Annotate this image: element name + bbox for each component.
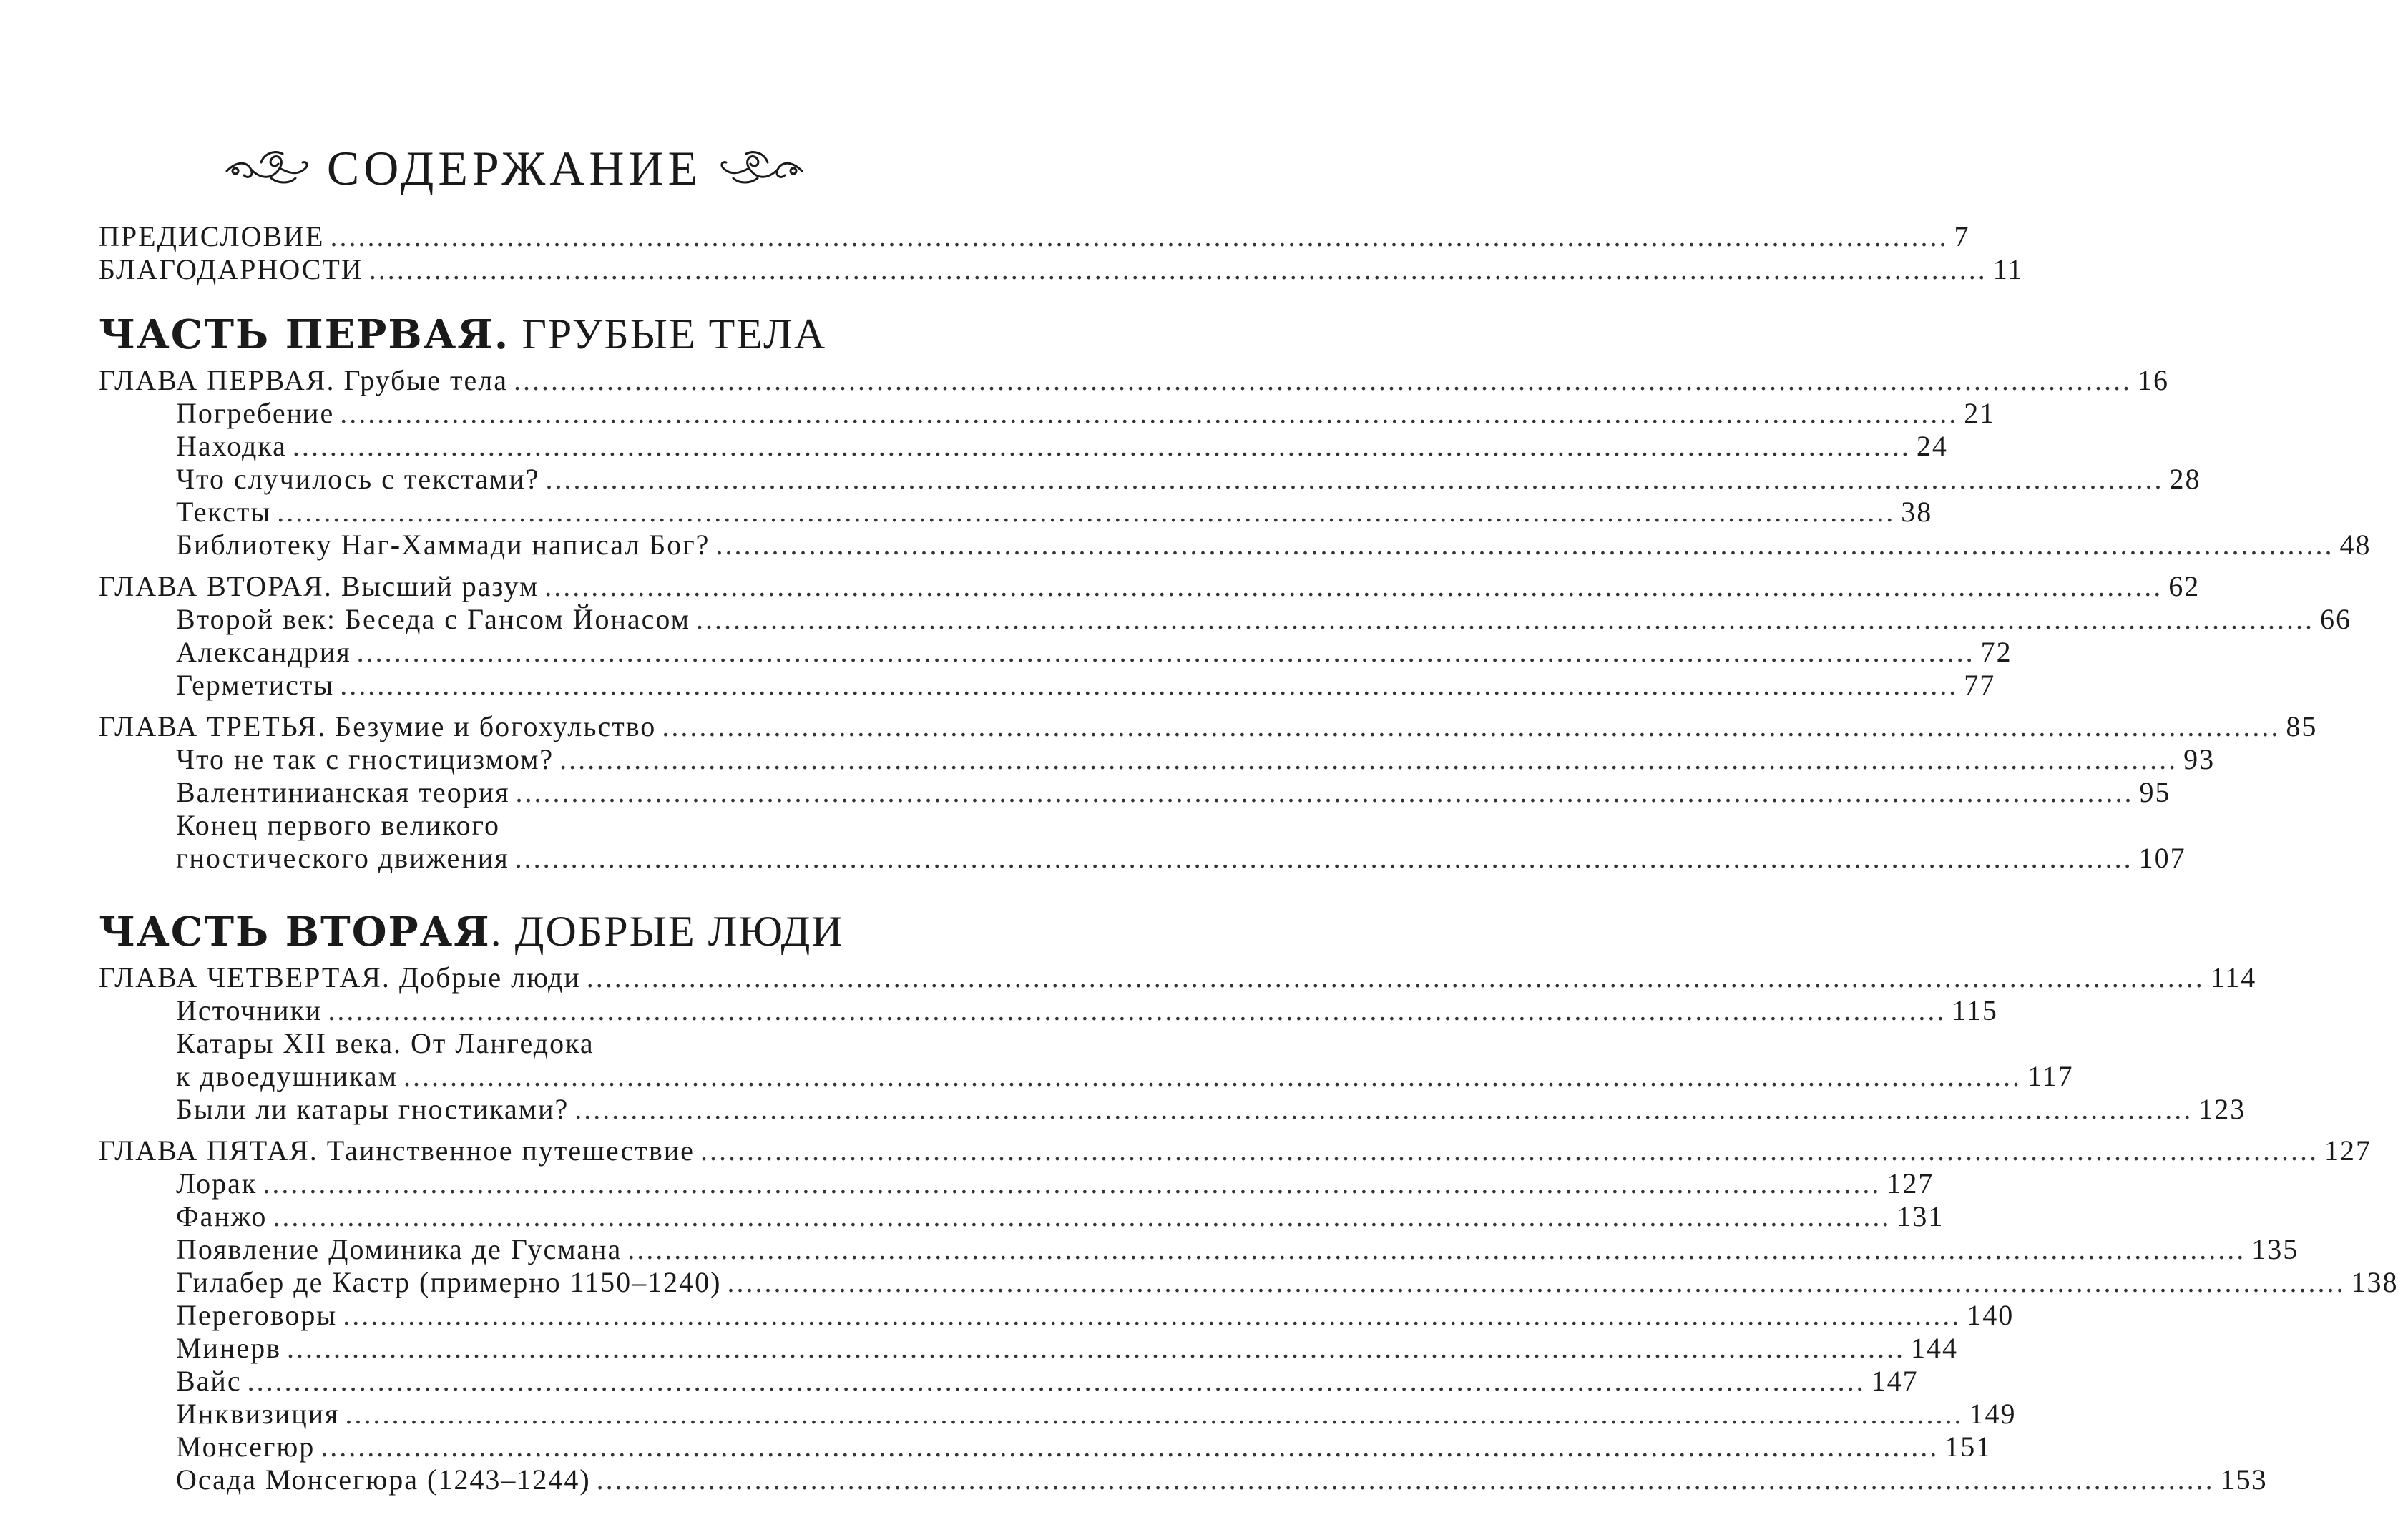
entry-label: Гилабер де Кастр (примерно 1150–1240): [176, 1266, 722, 1298]
chapter-4: [99, 961, 2257, 1126]
toc-entry-section[interactable]: [99, 1266, 2398, 1299]
entry-label: ГЛАВА ТРЕТЬЯ. Безумие и богохульство: [99, 710, 657, 742]
toc-header: [99, 136, 930, 200]
leader-dots: ..............................................................................................................................................................................: [340, 397, 1959, 429]
entry-label: Что не так с гностицизмом?: [176, 743, 554, 775]
entry-page: 115: [1952, 994, 1998, 1026]
entry-label: Второй век: Беседа с Гансом Йонасом: [176, 603, 690, 635]
entry-page: 93: [2183, 743, 2216, 775]
front-matter: [99, 220, 2024, 286]
entry-label: Лорак: [176, 1167, 258, 1200]
toc-entry-section[interactable]: [99, 1332, 1959, 1365]
flourish-ornament-icon: [221, 147, 314, 190]
toc-entry-section[interactable]: [99, 463, 2201, 496]
toc-title: СОДЕРЖАНИЕ: [326, 140, 703, 195]
entry-label: ГЛАВА ПЕРВАЯ. Грубые тела: [99, 364, 508, 396]
leader-dots: ..............................................................................................................................................................................: [277, 496, 1896, 528]
leader-dots: ..............................................................................................................................................................................: [343, 1299, 1962, 1331]
toc-entry-section[interactable]: [99, 1431, 1992, 1463]
leader-dots: ..............................................................................................................................................................................: [368, 253, 1987, 285]
leader-dots: ..............................................................................................................................................................................: [340, 669, 1959, 701]
leader-dots: ..............................................................................................................................................................................: [292, 430, 1911, 462]
toc-entry-section-continuation[interactable]: [99, 842, 2186, 875]
part-spacer: [99, 883, 930, 905]
entry-label: Монсегюр: [176, 1431, 315, 1463]
leader-dots: ..............................................................................................................................................................................: [514, 842, 2133, 874]
leader-dots: ..............................................................................................................................................................................: [403, 1060, 2022, 1092]
entry-page: 38: [1901, 496, 1933, 528]
leader-dots: ..............................................................................................................................................................................: [345, 1398, 1964, 1430]
toc-entry-section[interactable]: [99, 1398, 2017, 1431]
entry-page: 147: [1871, 1365, 1919, 1397]
entry-page: 72: [1980, 636, 2012, 668]
leader-dots: ..............................................................................................................................................................................: [627, 1233, 2246, 1265]
entry-page: 114: [2210, 961, 2257, 994]
entry-page: 138: [2351, 1266, 2398, 1298]
leader-dots: ..............................................................................................................................................................................: [596, 1463, 2215, 1496]
leader-dots: ..............................................................................................................................................................................: [545, 463, 2164, 495]
entry-label: Вайс: [176, 1365, 242, 1397]
entry-page: 117: [2027, 1060, 2074, 1092]
entry-label-continuation: к двоедушникам: [176, 1060, 398, 1092]
entry-label: БЛАГОДАРНОСТИ: [99, 253, 363, 285]
leader-dots: ..............................................................................................................................................................................: [544, 570, 2163, 602]
entry-label: Находка: [176, 430, 287, 462]
leader-dots: ..............................................................................................................................................................................: [574, 1093, 2193, 1125]
leader-dots: ..............................................................................................................................................................................: [328, 994, 1947, 1026]
entry-label: ГЛАВА ПЯТАЯ. Таинственное путешествие: [99, 1134, 695, 1167]
toc-entry-section[interactable]: [99, 1463, 2268, 1496]
leader-dots: ..............................................................................................................................................................................: [695, 603, 2314, 635]
toc-entry-section[interactable]: [99, 397, 1996, 430]
toc-entry-section[interactable]: [99, 603, 2351, 636]
table-of-contents-page: [99, 136, 2398, 1505]
chapter-3: [99, 710, 2318, 875]
toc-entry-chapter[interactable]: [99, 710, 2318, 743]
flourish-ornament-icon: [715, 147, 808, 190]
entry-page: 11: [1992, 253, 2024, 285]
toc-entry-section-continuation[interactable]: [99, 1060, 2074, 1093]
toc-entry-section[interactable]: [99, 1200, 1944, 1233]
entry-page: 144: [1911, 1332, 1959, 1364]
leader-dots: ..............................................................................................................................................................................: [247, 1365, 1866, 1397]
entry-page: 62: [2168, 570, 2201, 602]
leader-dots: ..............................................................................................................................................................................: [330, 220, 1949, 252]
toc-entry-preface[interactable]: [99, 220, 1970, 253]
toc-entry-section[interactable]: [99, 1365, 1919, 1398]
toc-entry-section-first-line[interactable]: [99, 1027, 930, 1060]
entry-page: 66: [2319, 603, 2351, 635]
entry-page: 127: [1886, 1167, 1934, 1200]
entry-page: 28: [2169, 463, 2201, 495]
entry-label: Были ли катары гностиками?: [176, 1093, 569, 1125]
toc-entry-chapter[interactable]: [99, 570, 2201, 603]
toc-entry-section[interactable]: [99, 1233, 2299, 1266]
leader-dots: ..............................................................................................................................................................................: [263, 1167, 1881, 1200]
entry-label: Герметисты: [176, 669, 335, 701]
toc-entry-section[interactable]: [99, 669, 1996, 702]
entry-page: 85: [2286, 710, 2318, 742]
toc-entry-section[interactable]: [99, 743, 2216, 776]
entry-label: Источники: [176, 994, 323, 1026]
toc-entry-chapter[interactable]: [99, 961, 2257, 994]
toc-entry-section[interactable]: [99, 994, 1998, 1027]
entry-page: 48: [2339, 529, 2372, 561]
entry-label: ПРЕДИСЛОВИЕ: [99, 220, 325, 252]
leader-dots: ..............................................................................................................................................................................: [287, 1332, 1906, 1364]
entry-label: Переговоры: [176, 1299, 338, 1331]
leader-dots: ..............................................................................................................................................................................: [662, 710, 2281, 742]
leader-dots: ..............................................................................................................................................................................: [700, 1134, 2319, 1167]
leader-dots: ..............................................................................................................................................................................: [727, 1266, 2346, 1298]
toc-entry-section[interactable]: [99, 1299, 2015, 1332]
entry-page: 24: [1916, 430, 1948, 462]
part-number: ЧАСТЬ ВТОРАЯ: [99, 908, 491, 956]
entry-label: Катары XII века. От Лангедока: [176, 1027, 594, 1059]
entry-page: 123: [2198, 1093, 2246, 1125]
entry-page: 7: [1954, 220, 1970, 252]
entry-page: 77: [1964, 669, 1996, 701]
entry-label: Валентинианская теория: [176, 776, 510, 808]
toc-entry-acknowledgements[interactable]: [99, 253, 2024, 286]
entry-page: 135: [2251, 1233, 2299, 1265]
entry-page: 16: [2137, 364, 2169, 396]
part-title: . ДОБРЫЕ ЛЮДИ: [490, 908, 844, 955]
leader-dots: ..............................................................................................................................................................................: [356, 636, 1975, 668]
part-title: ГРУБЫЕ ТЕЛА: [509, 310, 827, 358]
entry-label: Александрия: [176, 636, 351, 668]
entry-page: 151: [1944, 1431, 1992, 1463]
entry-label: Конец первого великого: [176, 809, 501, 841]
toc-entry-section[interactable]: [99, 1167, 1934, 1200]
leader-dots: ..............................................................................................................................................................................: [586, 961, 2205, 994]
leader-dots: ..............................................................................................................................................................................: [513, 364, 2132, 396]
chapter-5: [99, 1134, 2398, 1496]
toc-entry-section[interactable]: [99, 430, 1948, 463]
entry-page: 107: [2138, 842, 2186, 874]
entry-page: 95: [2139, 776, 2171, 808]
entry-label: Минерв: [176, 1332, 282, 1364]
entry-page: 131: [1897, 1200, 1944, 1232]
entry-page: 21: [1964, 397, 1996, 429]
entry-label: Появление Доминика де Гусмана: [176, 1233, 622, 1265]
part-heading-2: [99, 905, 930, 958]
leader-dots: ..............................................................................................................................................................................: [715, 529, 2334, 561]
leader-dots: ..............................................................................................................................................................................: [320, 1431, 1939, 1463]
entry-page: 149: [1969, 1398, 2017, 1430]
toc-entry-chapter[interactable]: [99, 1134, 2372, 1167]
toc-entry-section-first-line[interactable]: [99, 809, 930, 842]
toc-entry-chapter[interactable]: [99, 364, 2169, 397]
chapter-2: [99, 570, 2351, 702]
toc-entry-section[interactable]: [99, 776, 2171, 809]
entry-page: 140: [1967, 1299, 2015, 1331]
entry-label: Тексты: [176, 496, 272, 528]
entry-page: 127: [2324, 1134, 2372, 1167]
entry-label: Библиотеку Наг-Хаммади написал Бог?: [176, 529, 710, 561]
toc-entry-section[interactable]: [99, 636, 2012, 669]
entry-label: Фанжо: [176, 1200, 268, 1232]
toc-entry-section[interactable]: [99, 529, 2372, 561]
entry-page: 153: [2220, 1463, 2268, 1496]
part-heading-1: [99, 308, 930, 361]
entry-label: Что случилось с текстами?: [176, 463, 540, 495]
leader-dots: ..............................................................................................................................................................................: [559, 743, 2178, 775]
entry-label: ГЛАВА ВТОРАЯ. Высший разум: [99, 570, 539, 602]
entry-label: Погребение: [176, 397, 335, 429]
toc-entry-section[interactable]: [99, 496, 1933, 529]
leader-dots: ..............................................................................................................................................................................: [273, 1200, 1892, 1232]
leader-dots: ..............................................................................................................................................................................: [515, 776, 2134, 808]
entry-label: ГЛАВА ЧЕТВЕРТАЯ. Добрые люди: [99, 961, 581, 994]
toc-entry-section[interactable]: [99, 1093, 2246, 1126]
entry-label: Инквизиция: [176, 1398, 340, 1430]
entry-label-continuation: гностического движения: [176, 842, 509, 874]
entry-label: Осада Монсегюра (1243–1244): [176, 1463, 591, 1496]
chapter-1: [99, 364, 2372, 561]
part-number: ЧАСТЬ ПЕРВАЯ.: [99, 311, 510, 358]
